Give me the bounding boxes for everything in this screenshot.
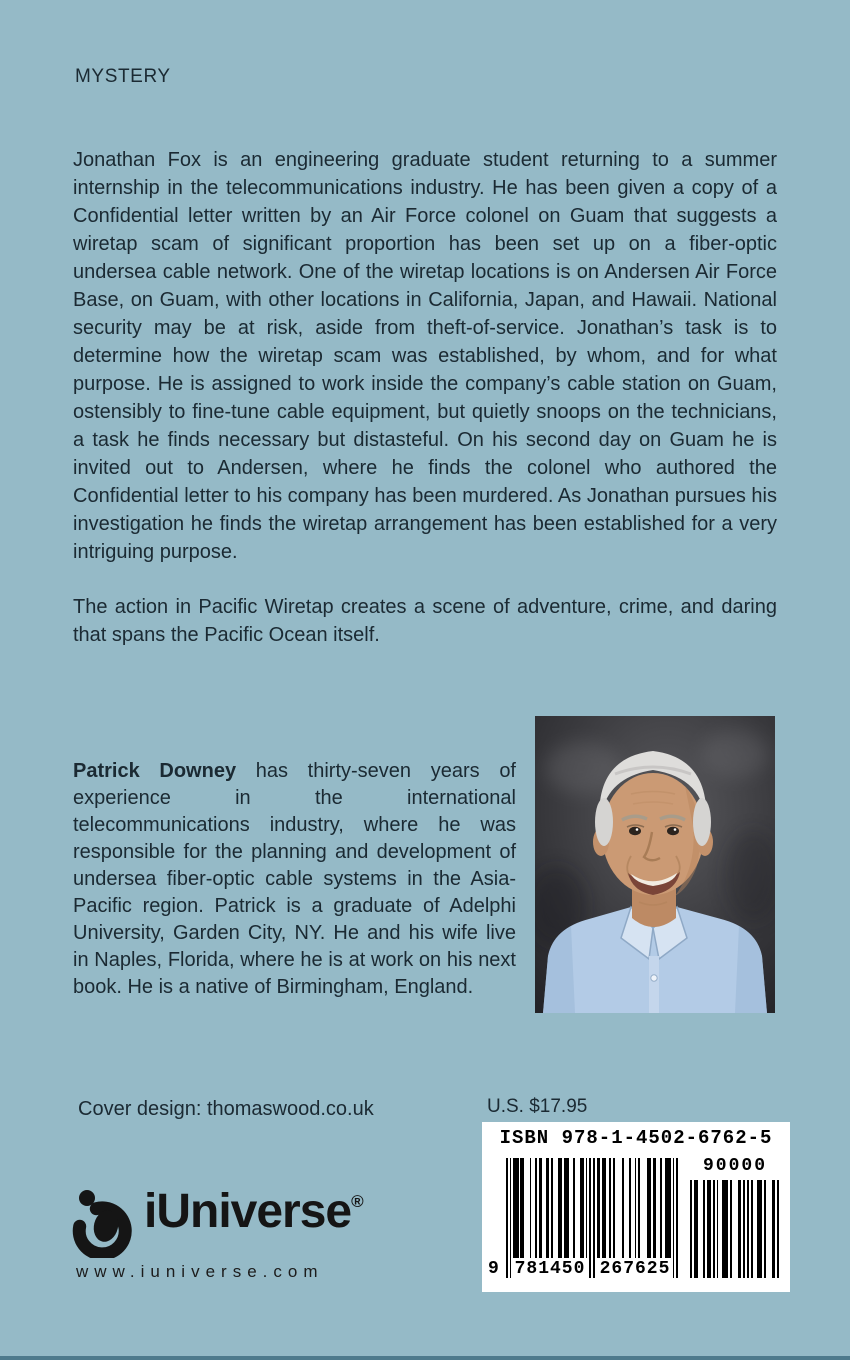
isbn-number: ISBN 978-1-4502-6762-5 xyxy=(499,1127,773,1149)
price-addon-barcode xyxy=(690,1158,780,1280)
author-photo xyxy=(535,716,775,1013)
cover-bottom-edge xyxy=(0,1356,850,1360)
ean13-barcode xyxy=(488,1158,678,1280)
barcode-digit-lead: 9 xyxy=(488,1259,499,1279)
author-bio xyxy=(73,758,516,1001)
shirt-placket xyxy=(649,956,659,1013)
eye-right xyxy=(667,827,679,835)
cover-design-credit: Cover design: thomaswood.co.uk xyxy=(78,1098,374,1120)
publisher-website: www.iuniverse.com xyxy=(76,1262,324,1281)
addon-code: 90000 xyxy=(702,1156,767,1176)
publisher-name: iUniverse® xyxy=(144,1185,363,1238)
author-name: Patrick Downey xyxy=(73,760,237,782)
genre-label: MYSTERY xyxy=(75,66,171,87)
eye-left xyxy=(629,827,641,835)
iuniverse-logo-icon xyxy=(68,1188,136,1258)
isbn-barcode-box xyxy=(482,1122,790,1292)
synopsis-paragraph-1: Jonathan Fox is an engineering graduate student returning to a summer internship in the telecommunications industry. He has been given a copy of a Confidential letter written by an Air Force colonel on Guam that suggests a wiretap scam of significant proportion has been set up on a fiber-optic undersea cable network. One of the wiretap locations is on Andersen Air Force Base, on Guam, with other locations in California, Japan, and Hawaii. National security may be at risk, aside from theft-of-service. Jonathan’s task is to determine how the wiretap scam was established, by whom, and for what purpose. He is assigned to work inside the company’s cable station on Guam, ostensibly to fine-tune cable equipment, but quietly snoops on the technicians, a task he finds necessary but distasteful. On his second day on Guam he is invited out to Andersen, where he finds the colonel who authored the Confidential letter to his company has been murdered. As Jonathan pursues his investigation he finds the wiretap arrangement has been established for a very intriguing purpose. xyxy=(73,149,777,563)
author-bio-text: has thirty-seven years of experience in the international telecommunications industry, where he was responsible for the planning and development of undersea fiber-optic cable systems in the Asia-Pacific region. Patrick is a graduate of Adelphi University, Garden City, NY. He and his wife live in Naples, Florida, where he is at work on his next book. He is a native of Birmingham, England. xyxy=(73,760,516,998)
barcode-digits-right: 267625 xyxy=(599,1259,671,1279)
registered-trademark: ® xyxy=(351,1192,363,1211)
synopsis-paragraph-2: The action in Pacific Wiretap creates a scene of adventure, crime, and daring that spans the Pacific Ocean itself. xyxy=(73,596,777,646)
barcode-digits-left: 781450 xyxy=(514,1259,586,1279)
synopsis xyxy=(73,146,777,676)
price-label: U.S. $17.95 xyxy=(487,1096,588,1117)
shirt-button xyxy=(651,975,657,981)
